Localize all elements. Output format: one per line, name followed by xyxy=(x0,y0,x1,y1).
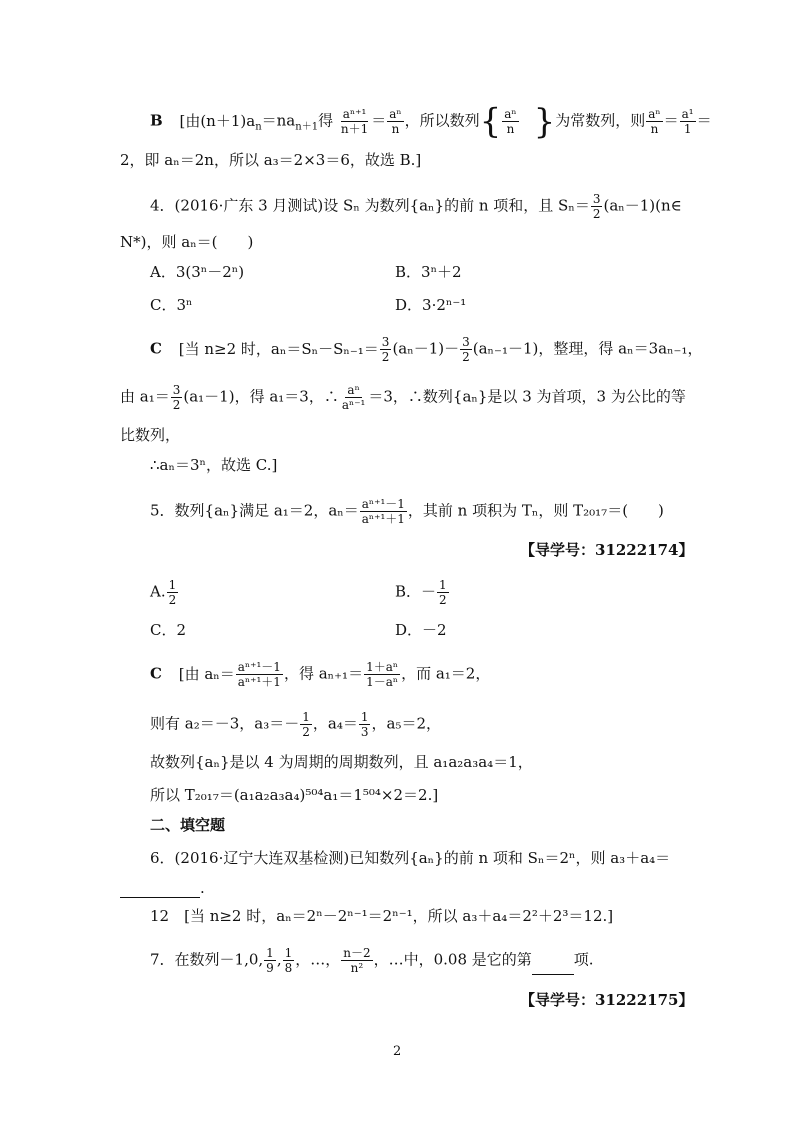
fraction: $\frac{\text{aⁿ}}{\text{aⁿ⁻¹}}$ xyxy=(341,383,366,412)
q3-answer-line1: B [由$(n+1)a_n=na_{n+1}$得 $\frac{\text{aⁿ⁺¹}}{n+1}$ ＝ $\frac{\text{aⁿ}}{n}$ ，所以数列{ $\frac{\text{aⁿ}}{n}$ }为常数列，则 $\frac{\text{aⁿ}}{n}$ ＝ $\frac{\text{a¹}}{1}$ ＝ xyxy=(150,101,712,142)
text: ，得 aₙ₊₁＝ xyxy=(283,664,364,683)
q5-answer-line4: 所以 T₂₀₁₇＝(a₁a₂a₃a₄)⁵⁰⁴a₁＝1⁵⁰⁴×2＝2.] xyxy=(150,786,439,804)
fraction: $\frac{1}{9}$ xyxy=(266,946,274,975)
q6-line1: 6．(2016·辽宁大连双基检测)已知数列{aₙ}的前 n 项和 Sₙ＝2ⁿ，则 a₃＋a₄＝ xyxy=(150,849,671,867)
guide-number: 【导学号：31222175】 xyxy=(520,991,694,1009)
q6-line2 xyxy=(120,878,205,898)
text: 得 xyxy=(318,111,334,130)
text: ＝na xyxy=(261,111,296,130)
fraction: $\frac{\text{aⁿ}}{n}$ xyxy=(648,107,661,136)
q4-answer-line4: ∴aₙ＝3ⁿ，故选 C.] xyxy=(150,456,278,474)
text: ，其前 n 项积为 Tₙ，则 T₂₀₁₇＝( ) xyxy=(407,501,664,520)
text: ，a₅＝2， xyxy=(371,714,441,733)
fraction: $\frac{3}{2}$ xyxy=(462,335,470,364)
text: 由 a₁＝ xyxy=(120,387,170,406)
q5-line1 xyxy=(150,497,664,526)
q4-answer-line3: 比数列， xyxy=(120,426,181,444)
answer-letter: C xyxy=(150,664,162,683)
text: . xyxy=(200,879,205,897)
q5-answer-line1 xyxy=(150,660,490,689)
fraction: $\frac{3}{2}$ xyxy=(172,383,181,412)
text: [由 aₙ＝ xyxy=(178,664,235,683)
q5-answer-line2 xyxy=(150,710,441,739)
q4-option-c: C．3ⁿ xyxy=(150,296,193,314)
q5-option-a xyxy=(150,578,179,607)
section-heading: 二、填空题 xyxy=(150,816,226,834)
fraction: $\frac{1}{2}$ xyxy=(302,710,310,739)
text: 4．(2016·广东 3 月测试)设 Sₙ 为数列{aₙ}的前 n 项和，且 Sₙ＝ xyxy=(150,196,590,215)
q4-option-b: B．3ⁿ＋2 xyxy=(395,263,462,281)
fraction: $\frac{\text{aⁿ⁺¹－1}}{\text{aⁿ⁺¹＋1}}$ xyxy=(237,660,281,689)
text: ，…， xyxy=(295,950,341,969)
q7-line1: 7．在数列－1,0, $\frac{1}{9}$ , $\frac{1}{8}$ ，…， $\frac{n-2}{\text{n²}}$ ，…中，0.08 是它的第 项. xyxy=(150,946,594,975)
q4-option-d: D．3·2ⁿ⁻¹ xyxy=(395,296,467,314)
text: B．－ xyxy=(395,582,437,601)
text: ＝3，∴数列{aₙ}是以 3 为首项，3 为公比的等 xyxy=(368,387,686,406)
answer-letter: B xyxy=(150,111,163,130)
text: (a₁－1)，得 a₁＝3，∴ xyxy=(183,387,339,406)
page-number: 2 xyxy=(393,1044,402,1059)
text: 则有 a₂＝－3，a₃＝－ xyxy=(150,714,300,733)
text: A. xyxy=(150,582,166,601)
q4-line2: N*)，则 aₙ＝( ) xyxy=(120,233,254,251)
text: ，所以数列 xyxy=(404,111,480,130)
q5-answer-line3: 故数列{aₙ}是以 4 为周期的周期数列，且 a₁a₂a₃a₄＝1， xyxy=(150,753,533,771)
text: ，a₄＝ xyxy=(312,714,358,733)
fraction: $\frac{1}{8}$ xyxy=(284,946,293,975)
fraction: $\frac{n-2}{\text{n²}}$ xyxy=(343,946,371,975)
guide-number: 【导学号：31222174】 xyxy=(520,541,694,559)
text: 7．在数列－1,0, xyxy=(150,950,264,969)
text: ，而 a₁＝2， xyxy=(401,664,491,683)
text: 5．数列{aₙ}满足 a₁＝2，aₙ＝ xyxy=(150,501,359,520)
fraction: $\frac{\text{aⁿ⁺¹}}{n+1}$ xyxy=(340,107,369,136)
fraction: $\frac{1}{3}$ xyxy=(360,710,369,739)
text: ，…中，0.08 是它的第 xyxy=(373,950,532,969)
answer-letter: C xyxy=(150,339,162,358)
text: 项. xyxy=(573,950,594,969)
q4-answer-line2 xyxy=(120,383,686,412)
fraction: $\frac{1}{2}$ xyxy=(439,578,447,607)
q5-option-b xyxy=(395,578,450,607)
fraction: $\frac{1}{2}$ xyxy=(168,578,177,607)
q3-answer-line2: 2，即 aₙ＝2n，所以 a₃＝2×3＝6，故选 B.] xyxy=(120,151,422,169)
q4-line1 xyxy=(150,192,682,221)
fraction: $\frac{\text{a¹}}{1}$ xyxy=(681,107,694,136)
fraction: $\frac{\text{aⁿ}}{n}$ xyxy=(504,107,517,136)
fraction: $\frac{\text{1＋aⁿ}}{\text{1－aⁿ}}$ xyxy=(366,660,399,689)
text: (aₙ－1)－ xyxy=(392,339,460,358)
q4-answer-line1 xyxy=(150,335,702,364)
q4-option-a: A．3(3ⁿ－2ⁿ) xyxy=(150,263,245,281)
fraction: $\frac{\text{aⁿ}}{n}$ xyxy=(389,107,402,136)
text: (aₙ₋₁－1)，整理，得 aₙ＝3aₙ₋₁， xyxy=(472,339,703,358)
fraction: $\frac{3}{2}$ xyxy=(592,192,601,221)
text: [由(n＋1)a xyxy=(179,111,256,130)
text: 为常数列，则 xyxy=(555,111,646,130)
answer-blank xyxy=(120,897,200,898)
q6-answer: 12 [当 n≥2 时，aₙ＝2ⁿ－2ⁿ⁻¹＝2ⁿ⁻¹，所以 a₃＋a₄＝2²＋2³＝12.] xyxy=(150,907,614,925)
fraction: $\frac{\text{aⁿ⁺¹－1}}{\text{aⁿ⁺¹＋1}}$ xyxy=(361,497,405,526)
text: [当 n≥2 时，aₙ＝Sₙ－Sₙ₋₁＝ xyxy=(178,339,379,358)
text: (aₙ－1)(n∈ xyxy=(603,196,682,215)
answer-blank xyxy=(532,974,574,975)
fraction: $\frac{3}{2}$ xyxy=(381,335,390,364)
q5-option-d: D．－2 xyxy=(395,621,447,639)
q5-option-c: C．2 xyxy=(150,621,187,639)
